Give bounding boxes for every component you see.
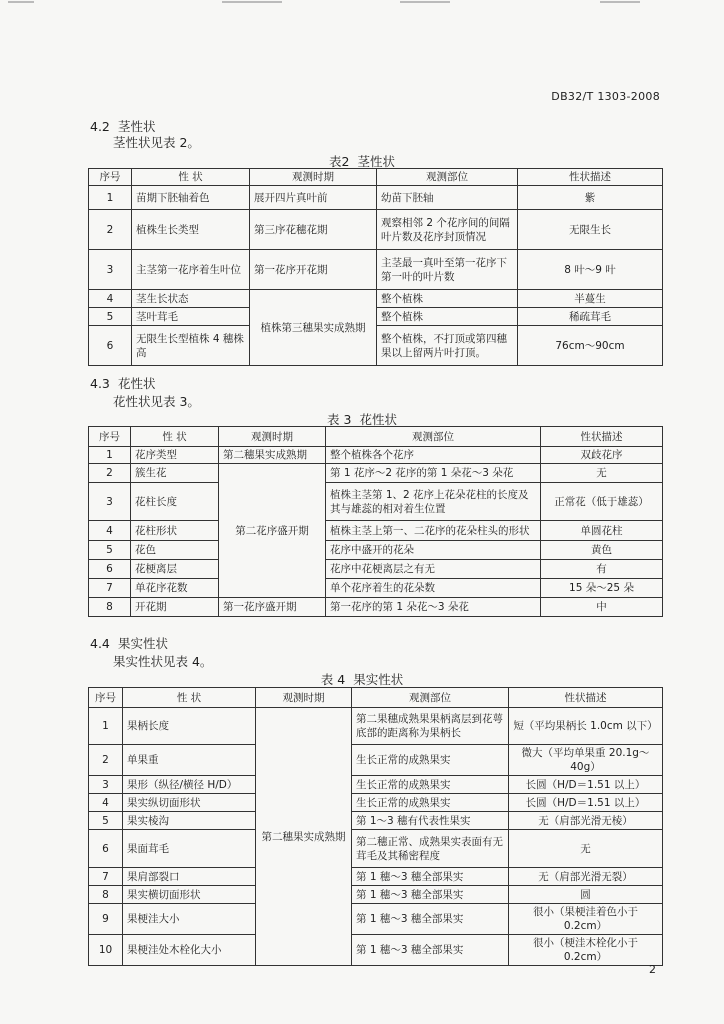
- table-cell: 6: [89, 830, 123, 868]
- table-cell: 很小（果梗洼着色小于 0.2cm）: [509, 904, 663, 935]
- table-header-row: [89, 169, 663, 186]
- table-row: [89, 250, 663, 290]
- standard-number: DB32/T 1303-2008: [551, 90, 660, 103]
- table-cell: 长圆（H/D＝1.51 以上）: [509, 794, 663, 812]
- table-4: [88, 687, 663, 966]
- table-cell: 第一花序开花期: [250, 250, 377, 290]
- table-cell: 花序中花梗离层之有无: [326, 560, 541, 579]
- table-cell: 主茎第一花序着生叶位: [132, 250, 250, 290]
- table-caption-4: 表 4 果实性状: [320, 672, 404, 687]
- table-cell: 5: [89, 308, 132, 326]
- table-row: [89, 935, 663, 966]
- table-cell: 整个植株: [377, 290, 518, 308]
- table-row: [89, 521, 663, 541]
- table-cell: 果实棱沟: [123, 812, 256, 830]
- table-cell: 无（肩部光滑无棱）: [509, 812, 663, 830]
- table-cell: 正常花（低于雄蕊）: [541, 483, 663, 521]
- header-cell: 性状描述: [518, 169, 663, 186]
- table-cell: 簇生花: [131, 464, 219, 483]
- table-cell: 无（肩部光滑无裂）: [509, 868, 663, 886]
- table-cell: 第二果穗成熟果果柄离层到花萼底部的距离称为果柄长: [352, 708, 509, 745]
- section-heading-4-3: 4.3 花性状: [90, 376, 156, 391]
- table-cell: 5: [89, 541, 131, 560]
- table-cell: 花柱长度: [131, 483, 219, 521]
- table-row: [89, 886, 663, 904]
- page-number: 2: [649, 963, 656, 976]
- table-cell: 茎生长状态: [132, 290, 250, 308]
- table-cell: 6: [89, 560, 131, 579]
- table-cell: 第 1 穗～3 穗全部果实: [352, 904, 509, 935]
- header-cell: 观测部位: [326, 427, 541, 447]
- table-cell: 花柱形状: [131, 521, 219, 541]
- table-cell: 无限生长: [518, 210, 663, 250]
- table-caption-2: 表2 茎性状: [329, 154, 395, 169]
- header-cell: 观测部位: [352, 688, 509, 708]
- header-cell: 性状描述: [509, 688, 663, 708]
- table-cell: 单果重: [123, 745, 256, 776]
- table-cell: 1: [89, 708, 123, 745]
- header-cell: 性 状: [131, 427, 219, 447]
- table-row: [89, 290, 663, 308]
- table-header-row: [89, 688, 663, 708]
- table-cell: 果实横切面形状: [123, 886, 256, 904]
- table-row: [89, 868, 663, 886]
- table-cell: 幼苗下胚轴: [377, 186, 518, 210]
- table-cell: 果梗洼大小: [123, 904, 256, 935]
- header-cell: 观测时期: [219, 427, 326, 447]
- table-cell: 主茎最一真叶至第一花序下第一叶的叶片数: [377, 250, 518, 290]
- table-cell: 单圆花柱: [541, 521, 663, 541]
- table-cell: 整个植株各个花序: [326, 447, 541, 464]
- table-cell: 很小（梗洼木栓化小于 0.2cm）: [509, 935, 663, 966]
- table-row: [89, 579, 663, 598]
- section-intro-4-4: 果实性状见表 4。: [113, 654, 213, 669]
- table-cell: 果实纵切面形状: [123, 794, 256, 812]
- table-cell: 果面茸毛: [123, 830, 256, 868]
- table-cell: 生长正常的成熟果实: [352, 776, 509, 794]
- table-cell: 短（平均果柄长 1.0cm 以下）: [509, 708, 663, 745]
- table-cell: 展开四片真叶前: [250, 186, 377, 210]
- table-row: [89, 541, 663, 560]
- table-row: [89, 794, 663, 812]
- table-cell: 2: [89, 210, 132, 250]
- table-cell: 茎叶茸毛: [132, 308, 250, 326]
- section-intro-4-3: 花性状见表 3。: [113, 394, 200, 409]
- table-cell: 无: [509, 830, 663, 868]
- table-cell: 植株生长类型: [132, 210, 250, 250]
- header-cell: 性 状: [123, 688, 256, 708]
- table-cell: 整个植株: [377, 308, 518, 326]
- table-row: [89, 447, 663, 464]
- table-cell: 第 1～3 穗有代表性果实: [352, 812, 509, 830]
- table-row: [89, 210, 663, 250]
- table-row: [89, 464, 663, 483]
- table-cell: 单花序花数: [131, 579, 219, 598]
- table-cell: 第一花序的第 1 朵花～3 朵花: [326, 598, 541, 617]
- table-cell: 开花期: [131, 598, 219, 617]
- table-cell: 无: [541, 464, 663, 483]
- table-cell: 9: [89, 904, 123, 935]
- table-row: [89, 745, 663, 776]
- table-cell: 4: [89, 794, 123, 812]
- header-cell: 观测时期: [250, 169, 377, 186]
- table-cell: 花梗离层: [131, 560, 219, 579]
- table-cell: 3: [89, 776, 123, 794]
- table-cell: 花序类型: [131, 447, 219, 464]
- header-cell: 序号: [89, 427, 131, 447]
- table-cell: 稀疏茸毛: [518, 308, 663, 326]
- scan-top-marks: [0, 0, 724, 6]
- table-cell: 植株第三穗果实成熟期: [250, 290, 377, 366]
- header-cell: 性 状: [132, 169, 250, 186]
- table-cell: 第三序花穗花期: [250, 210, 377, 250]
- table-cell: 中: [541, 598, 663, 617]
- table-cell: 4: [89, 521, 131, 541]
- table-cell: 圆: [509, 886, 663, 904]
- table-cell: 植株主茎第 1、2 花序上花朵花柱的长度及其与雄蕊的相对着生位置: [326, 483, 541, 521]
- table-cell: 第二穗果实成熟期: [256, 708, 352, 966]
- table-cell: 半蔓生: [518, 290, 663, 308]
- table-cell: 花序中盛开的花朵: [326, 541, 541, 560]
- table-cell: 观察相邻 2 个花序间的间隔叶片数及花序封顶情况: [377, 210, 518, 250]
- table-cell: 3: [89, 250, 132, 290]
- table-cell: 第二穗正常、成熟果实表面有无茸毛及其稀密程度: [352, 830, 509, 868]
- table-cell: 果柄长度: [123, 708, 256, 745]
- table-cell: 5: [89, 812, 123, 830]
- section-intro-4-2: 茎性状见表 2。: [113, 135, 200, 150]
- table-row: [89, 830, 663, 868]
- table-cell: 15 朵～25 朵: [541, 579, 663, 598]
- header-cell: 序号: [89, 169, 132, 186]
- table-cell: 双歧花序: [541, 447, 663, 464]
- header-cell: 观测时期: [256, 688, 352, 708]
- table-cell: 7: [89, 579, 131, 598]
- table-row: [89, 560, 663, 579]
- header-cell: 性状描述: [541, 427, 663, 447]
- table-cell: 第 1 穗～3 穗全部果实: [352, 935, 509, 966]
- table-cell: 第一花序盛开期: [219, 598, 326, 617]
- table-row: [89, 186, 663, 210]
- table-cell: 3: [89, 483, 131, 521]
- table-cell: 果形（纵径/横径 H/D）: [123, 776, 256, 794]
- table-cell: 76cm～90cm: [518, 326, 663, 366]
- table-row: [89, 708, 663, 745]
- table-cell: 4: [89, 290, 132, 308]
- table-row: [89, 904, 663, 935]
- table-cell: 6: [89, 326, 132, 366]
- section-heading-4-4: 4.4 果实性状: [90, 636, 169, 651]
- table-cell: 2: [89, 745, 123, 776]
- table-cell: 第二穗果实成熟期: [219, 447, 326, 464]
- table-cell: 1: [89, 186, 132, 210]
- header-cell: 观测部位: [377, 169, 518, 186]
- table-cell: 黄色: [541, 541, 663, 560]
- table-cell: 单个花序着生的花朵数: [326, 579, 541, 598]
- table-row: [89, 776, 663, 794]
- table-cell: 长圆（H/D＝1.51 以上）: [509, 776, 663, 794]
- table-2: [88, 168, 663, 366]
- table-cell: 有: [541, 560, 663, 579]
- table-cell: 7: [89, 868, 123, 886]
- table-row: [89, 483, 663, 521]
- table-cell: 苗期下胚轴着色: [132, 186, 250, 210]
- table-cell: 10: [89, 935, 123, 966]
- table-cell: 1: [89, 447, 131, 464]
- table-cell: 无限生长型植株 4 穗株高: [132, 326, 250, 366]
- section-heading-4-2: 4.2 茎性状: [90, 119, 156, 134]
- table-cell: 8: [89, 598, 131, 617]
- table-cell: 生长正常的成熟果实: [352, 794, 509, 812]
- table-3: [88, 426, 663, 617]
- table-cell: 紫: [518, 186, 663, 210]
- table-cell: 8: [89, 886, 123, 904]
- table-header-row: [89, 427, 663, 447]
- table-cell: 微大（平均单果重 20.1g～40g）: [509, 745, 663, 776]
- table-cell: 生长正常的成熟果实: [352, 745, 509, 776]
- table-row: [89, 812, 663, 830]
- table-caption-3: 表 3 花性状: [327, 412, 397, 427]
- table-cell: 植株主茎上第一、二花序的花朵柱头的形状: [326, 521, 541, 541]
- table-cell: 果梗洼处木栓化大小: [123, 935, 256, 966]
- table-cell: 第 1 花序～2 花序的第 1 朵花～3 朵花: [326, 464, 541, 483]
- table-cell: 花色: [131, 541, 219, 560]
- header-cell: 序号: [89, 688, 123, 708]
- table-row: [89, 598, 663, 617]
- table-cell: 整个植株，不打顶或第四穗果以上留两片叶打顶。: [377, 326, 518, 366]
- table-cell: 2: [89, 464, 131, 483]
- table-cell: 第 1 穗～3 穗全部果实: [352, 868, 509, 886]
- table-cell: 第二花序盛开期: [219, 464, 326, 598]
- table-cell: 果肩部裂口: [123, 868, 256, 886]
- table-cell: 第 1 穗～3 穗全部果实: [352, 886, 509, 904]
- table-cell: 8 叶～9 叶: [518, 250, 663, 290]
